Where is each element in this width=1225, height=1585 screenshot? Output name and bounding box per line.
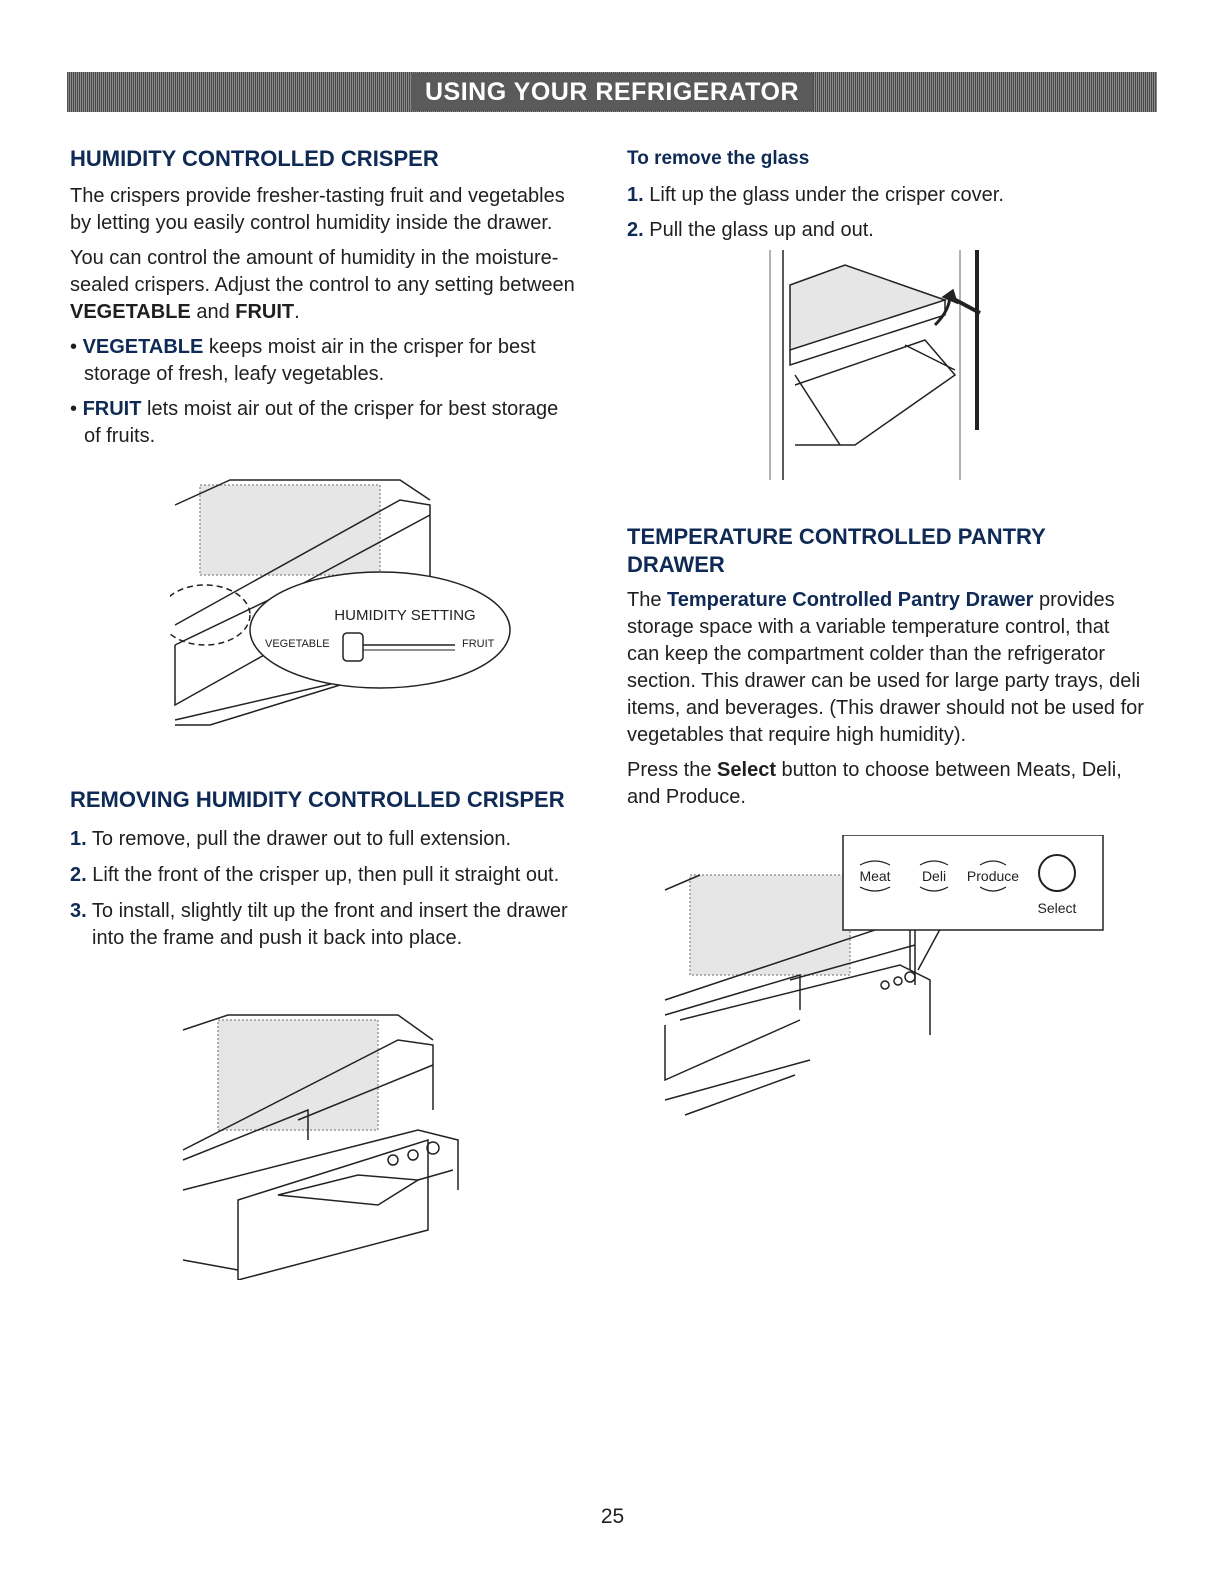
step-number: 1.	[70, 828, 87, 850]
bullet-text: lets moist air out of the crisper for best storage of fruits.	[84, 398, 559, 447]
step-number: 1.	[627, 184, 644, 206]
select-term: Select	[717, 759, 776, 781]
removing-crisper-illustration	[178, 1010, 468, 1280]
pantry-section	[627, 523, 1147, 811]
humidity-heading: HUMIDITY CONTROLLED CRISPER	[70, 146, 439, 171]
step-number: 3.	[70, 900, 87, 922]
pantry-heading: TEMPERATURE CONTROLLED PANTRY DRAWER	[627, 524, 1046, 577]
humidity-crisper-illustration	[170, 475, 520, 740]
bullet-term: FRUIT	[82, 398, 142, 420]
period-text: .	[294, 301, 300, 323]
pantry-para2	[627, 757, 1147, 811]
removing-step-1	[70, 826, 580, 853]
bullet-vegetable: • VEGETABLE keeps moist air in the crisper for best storage of fresh, leafy vegetables.	[70, 336, 536, 385]
removing-step-2	[70, 862, 580, 889]
fruit-term: FRUIT	[235, 301, 295, 323]
glass-heading: To remove the glass	[627, 148, 810, 169]
step-text: To remove, pull the drawer out to full extension.	[91, 828, 512, 850]
pantry-drawer-illustration	[660, 835, 1110, 1120]
left-column	[70, 140, 580, 450]
removing-step-3	[70, 898, 580, 952]
glass-step-2	[627, 217, 1147, 244]
pantry-para1-pre: The	[627, 589, 668, 611]
pantry-para1-post: provides storage space with a variable temperature control, that can keep the compartment colder than the refrigerator section. This drawer can be used for large party trays, deli items, and beverages. (This drawer should not be used for vegetables that require high humidity).	[627, 589, 1144, 746]
removing-heading: REMOVING HUMIDITY CONTROLLED CRISPER	[70, 787, 565, 812]
pantry-control-panel	[843, 835, 1103, 930]
humidity-slider-knob	[343, 633, 363, 661]
humidity-setting-label: HUMIDITY SETTING	[334, 607, 476, 624]
step-text: Pull the glass up and out.	[649, 219, 874, 241]
select-label: Select	[1037, 900, 1077, 916]
bullet-term: VEGETABLE	[82, 336, 204, 358]
humidity-para2-text: You can control the amount of humidity in the moisture-sealed crispers. Adjust the control to any setting between	[70, 247, 575, 296]
humidity-para2	[70, 245, 580, 326]
pantry-para2-pre: Press the	[627, 759, 718, 781]
humidity-setting-callout	[250, 572, 510, 688]
select-button-icon	[1039, 855, 1075, 891]
humidity-para1: The crispers provide fresher-tasting fruit and vegetables by letting you easily control humidity inside the drawer.	[70, 185, 565, 234]
page-title: USING YOUR REFRIGERATOR	[411, 73, 813, 111]
fruit-label: FRUIT	[462, 638, 495, 650]
right-column	[627, 140, 1147, 244]
step-text: Lift the front of the crisper up, then pull it straight out.	[92, 864, 560, 886]
step-number: 2.	[70, 864, 87, 886]
pantry-drawer-term: Temperature Controlled Pantry Drawer	[667, 589, 1034, 611]
produce-option: Produce	[966, 868, 1020, 884]
glass-removal-illustration	[765, 245, 995, 485]
pantry-para1	[627, 587, 1147, 749]
step-text: To install, slightly tilt up the front and insert the drawer into the frame and push it back into place.	[91, 900, 568, 949]
meat-option: Meat	[859, 868, 891, 884]
bullet-fruit: • FRUIT lets moist air out of the crisper for best storage of fruits.	[70, 398, 559, 447]
deli-option: Deli	[921, 868, 947, 884]
page-number: 25	[600, 1505, 625, 1528]
removing-section	[70, 786, 580, 952]
bullet-text: keeps moist air in the crisper for best storage of fresh, leafy vegetables.	[84, 336, 536, 385]
vegetable-label: VEGETABLE	[265, 638, 330, 650]
vegetable-term: VEGETABLE	[70, 301, 191, 323]
header-banner	[67, 72, 1157, 112]
and-text: and	[190, 301, 236, 323]
step-number: 2.	[627, 219, 644, 241]
glass-step-1	[627, 182, 1147, 209]
step-text: Lift up the glass under the crisper cover.	[649, 184, 1004, 206]
pantry-para2-post: button to choose between Meats, Deli, and Produce.	[627, 759, 1122, 808]
